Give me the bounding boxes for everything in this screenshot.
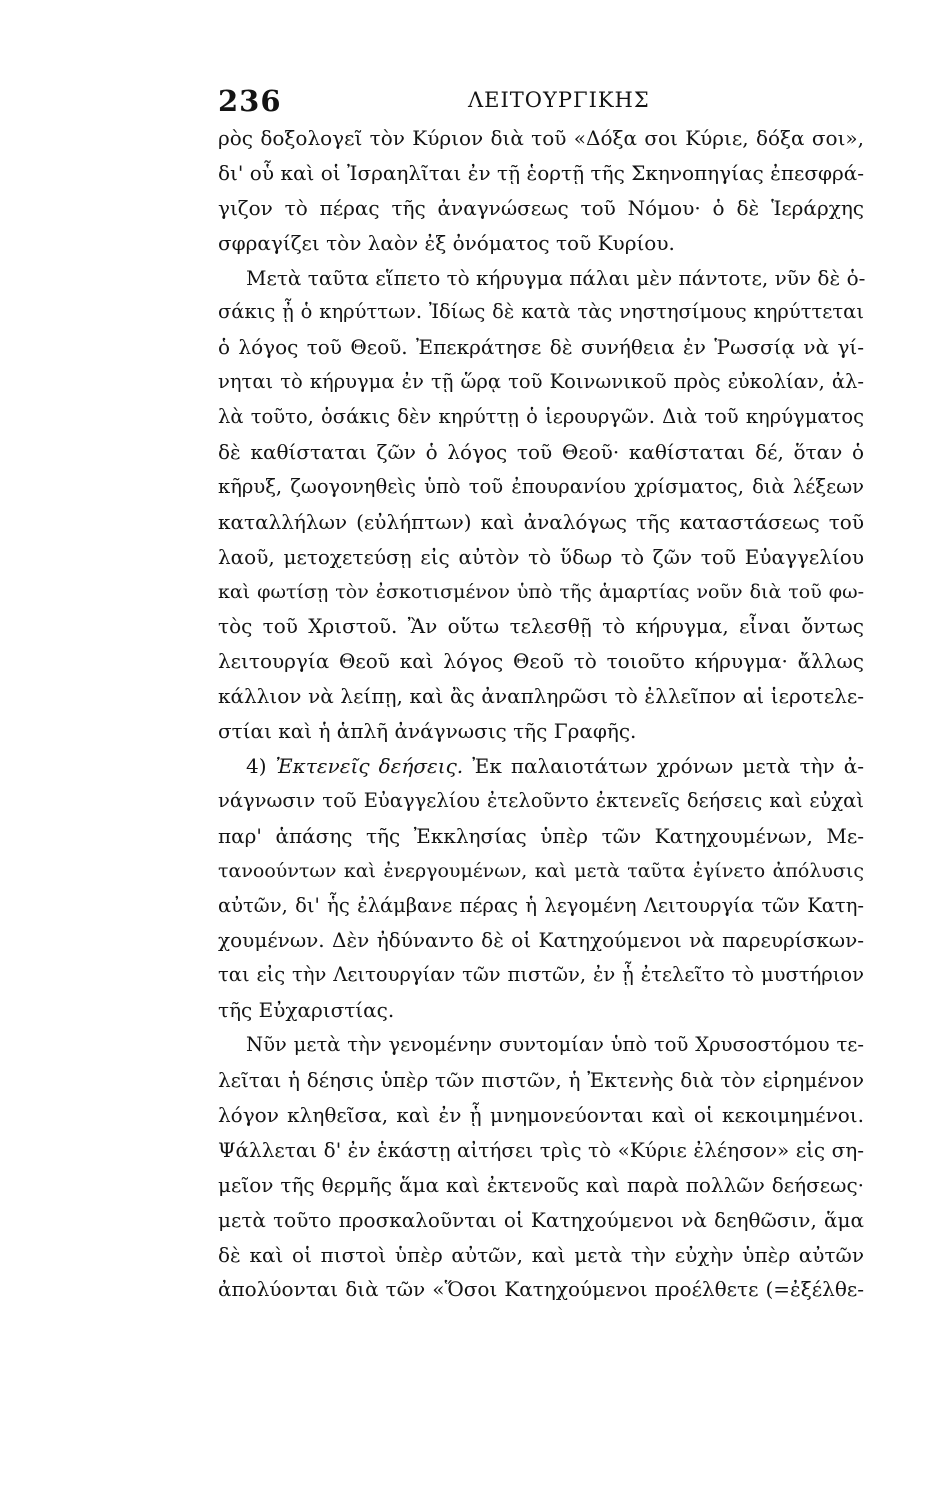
- text-line: νηται τὸ κήρυγμα ἐν τῇ ὥρᾳ τοῦ Κοινωνικοῦ πρὸς εὐκολίαν, ἀλ-: [218, 370, 864, 394]
- body-text: [218, 121, 864, 1307]
- text-line: σφραγίζει τὸν λαὸν ἐξ ὀνόματος τοῦ Κυρίου.: [218, 230, 675, 255]
- text-line: καταλλήλων (εὐλήπτων) καὶ ἀναλόγως τῆς καταστάσεως τοῦ: [218, 509, 864, 534]
- text-line: λειτουργία Θεοῦ καὶ λόγος Θεοῦ τὸ τοιοῦτο κήρυγμα· ἄλλως: [218, 649, 864, 674]
- section-heading-title: Ἐκτενεῖς δεήσεις.: [275, 754, 464, 779]
- text-line: ἀπολύονται διὰ τῶν «Ὅσοι Κατηχούμενοι προέλθετε (=ἐξέλθε-: [218, 1277, 864, 1302]
- text-line: παρ' ἁπάσης τῆς Ἐκκλησίας ὑπὲρ τῶν Κατηχουμένων, Με-: [218, 823, 864, 848]
- text-line: λεῖται ἡ δέησις ὑπὲρ τῶν πιστῶν, ἡ Ἐκτενὴς διὰ τὸν εἰρημένον: [218, 1068, 864, 1093]
- text-line: κάλλιον νὰ λείπῃ, καὶ ἂς ἀναπληρῶσι τὸ ἐλλεῖπον αἱ ἱεροτελε-: [218, 684, 864, 709]
- page-header: [218, 80, 864, 120]
- text-line: ρὸς δοξολογεῖ τὸν Κύριον διὰ τοῦ «Δόξα σοι Κύριε, δόξα σοι»,: [218, 126, 864, 150]
- text-line: Μετὰ ταῦτα εἵπετο τὸ κήρυγμα πάλαι μὲν πάντοτε, νῦν δὲ ὁ-: [246, 265, 866, 290]
- text-line: αὐτῶν, δι' ἧς ἐλάμβανε πέρας ἡ λεγομένη Λειτουργία τῶν Κατη-: [218, 893, 864, 917]
- text-line: κῆρυξ, ζωογονηθεὶς ὑπὸ τοῦ ἐπουρανίου χρίσματος, διὰ λέξεων: [218, 474, 864, 498]
- text-line: καὶ φωτίσῃ τὸν ἐσκοτισμένον ὑπὸ τῆς ἁμαρτίας νοῦν διὰ τοῦ φω-: [218, 580, 864, 603]
- running-head: ΛΕΙΤΟΥΡΓΙΚΗΣ: [468, 88, 650, 112]
- text-line: στίαι καὶ ἡ ἁπλῆ ἀνάγνωσις τῆς Γραφῆς.: [218, 719, 637, 744]
- text-line: Ψάλλεται δ' ἐν ἑκάστῃ αἰτήσει τρὶς τὸ «Κύριε ἐλέησον» εἰς ση-: [218, 1137, 864, 1162]
- text-line: τῆς Εὐχαριστίας.: [218, 998, 395, 1023]
- text-line: ὁ λόγος τοῦ Θεοῦ. Ἐπεκράτησε δὲ συνήθεια ἐν Ῥωσσίᾳ νὰ γί-: [218, 335, 864, 360]
- text-line: γιζον τὸ πέρας τῆς ἀναγνώσεως τοῦ Νόμου· ὁ δὲ Ἱεράρχης: [218, 195, 864, 220]
- text-line: μεῖον τῆς θερμῆς ἅμα καὶ ἐκτενοῦς καὶ παρὰ πολλῶν δεήσεως·: [218, 1172, 864, 1197]
- text-line: σάκις ᾖ ὁ κηρύττων. Ἰδίως δὲ κατὰ τὰς νηστησίμους κηρύττεται: [218, 300, 864, 324]
- page-number: 236: [218, 84, 282, 118]
- text-line: δι' οὗ καὶ οἱ Ἰσραηλῖται ἐν τῇ ἑορτῇ τῆς Σκηνοπηγίας ἐπεσφρά-: [218, 160, 864, 185]
- text-line: λαοῦ, μετοχετεύσῃ εἰς αὐτὸν τὸ ὕδωρ τὸ ζῶν τοῦ Εὐαγγελίου: [218, 544, 864, 569]
- text-line: ται εἰς τὴν Λειτουργίαν τῶν πιστῶν, ἐν ᾗ ἐτελεῖτο τὸ μυστήριον: [218, 963, 864, 987]
- text-line: τὸς τοῦ Χριστοῦ. Ἂν οὕτω τελεσθῇ τὸ κήρυγμα, εἶναι ὄντως: [218, 614, 864, 639]
- text-line: χουμένων. Δὲν ἠδύναντο δὲ οἱ Κατηχούμενοι νὰ παρευρίσκων-: [218, 928, 864, 953]
- text-line: λὰ τοῦτο, ὁσάκις δὲν κηρύττῃ ὁ ἱερουργῶν. Διὰ τοῦ κηρύγματος: [218, 405, 864, 429]
- text-line: νάγνωσιν τοῦ Εὐαγγελίου ἐτελοῦντο ἐκτενεῖς δεήσεις καὶ εὐχαὶ: [218, 788, 864, 812]
- text-line: μετὰ τοῦτο προσκαλοῦνται οἱ Κατηχούμενοι νὰ δεηθῶσιν, ἅμα: [218, 1207, 864, 1232]
- text-line: δὲ καθίσταται ζῶν ὁ λόγος τοῦ Θεοῦ· καθίσταται δέ, ὅταν ὁ: [218, 440, 864, 465]
- text-line: τανοούντων καὶ ἐνεργουμένων, καὶ μετὰ ταῦτα ἐγίνετο ἀπόλυσις: [218, 859, 864, 882]
- text-line: δὲ καὶ οἱ πιστοὶ ὑπὲρ αὐτῶν, καὶ μετὰ τὴν εὐχὴν ὑπὲρ αὐτῶν: [218, 1242, 864, 1267]
- section-heading-line: 4) Ἐκτενεῖς δεήσεις. Ἐκ παλαιοτάτων χρόνων μετὰ τὴν ἀ-: [246, 754, 865, 779]
- text-line: Νῦν μετὰ τὴν γενομένην συντομίαν ὑπὸ τοῦ Χρυσοστόμου τε-: [246, 1033, 864, 1057]
- text-line: λόγον κληθεῖσα, καὶ ἐν ᾗ μνημονεύονται καὶ οἱ κεκοιμημένοι.: [218, 1102, 864, 1127]
